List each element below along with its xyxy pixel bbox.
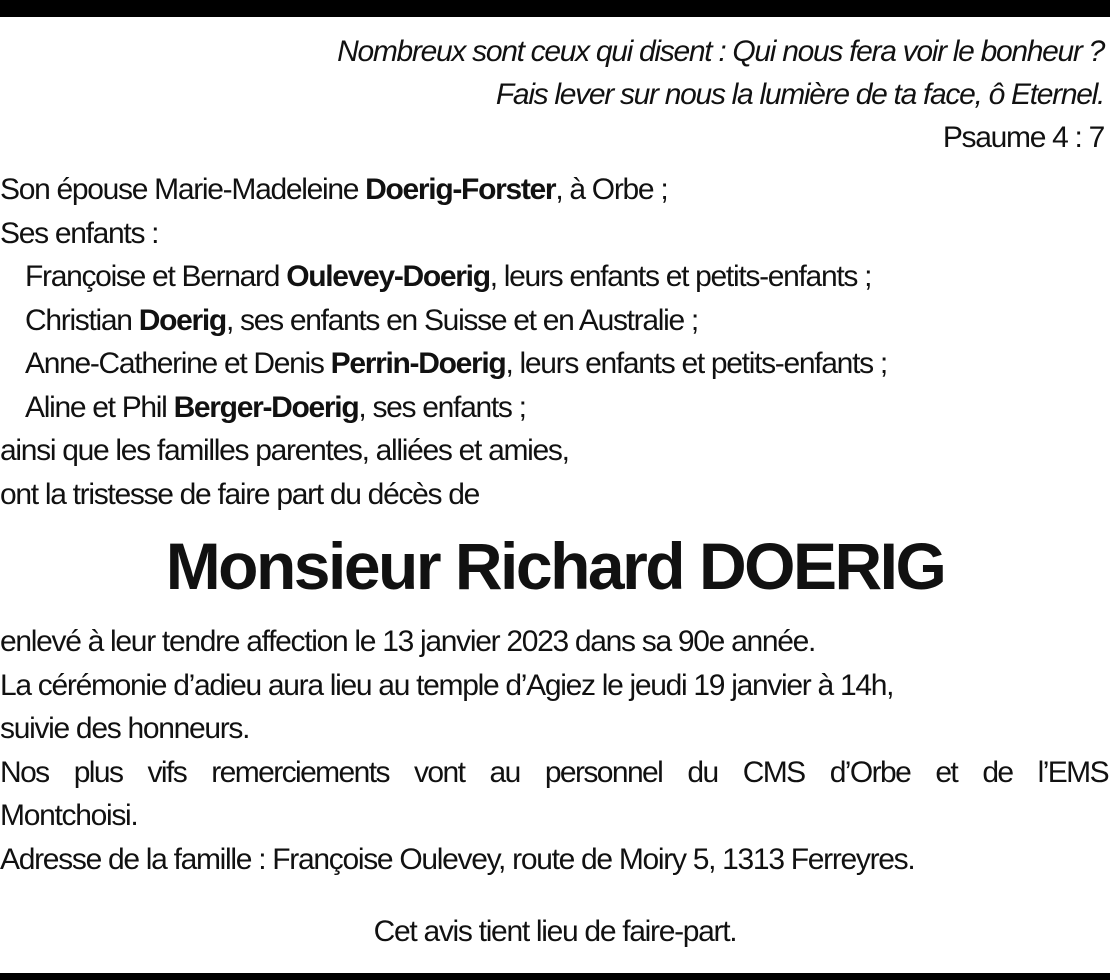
footer-note: Cet avis tient lieu de faire-part. [373, 915, 737, 948]
bible-verse [337, 30, 1104, 159]
children-intro: Ses enfants : [0, 216, 159, 250]
bottom-border-rule [0, 973, 1110, 980]
child-surname: Perrin-Doerig [330, 347, 506, 380]
obituary-details [0, 620, 1110, 881]
ceremony-line: La cérémonie d’adieu aura lieu au temple d’Agiez le jeudi 19 janvier à 14h, [0, 668, 894, 702]
verse-reference: Psaume 4 : 7 [942, 121, 1104, 154]
spouse-line: Son épouse Marie-Madeleine Doerig-Forster, à Orbe ; [0, 173, 668, 206]
child-surname: Oulevey-Doerig [286, 260, 490, 293]
verse-line-2: Fais lever sur nous la lumière de ta face, ô Eternel. [495, 78, 1104, 111]
child-line: Christian Doerig, ses enfants en Suisse et en Australie ; [25, 303, 698, 337]
thanks-line: Montchoisi. [0, 799, 138, 832]
family-list [0, 168, 887, 516]
relatives-line: ainsi que les familles parentes, alliées et amies, [0, 434, 569, 467]
ceremony-line: suivie des honneurs. [0, 712, 250, 745]
child-surname: Berger-Doerig [173, 390, 359, 424]
spouse-surname: Doerig-Forster [365, 173, 556, 206]
top-border-rule [0, 0, 1110, 17]
passing-line: enlevé à leur tendre affection le 13 janvier 2023 dans sa 90e année. [0, 625, 816, 658]
announcement-line: ont la tristesse de faire part du décès de [0, 477, 480, 511]
child-line: Françoise et Bernard Oulevey-Doerig, leurs enfants et petits-enfants ; [25, 260, 872, 293]
thanks-line: Nos plus vifs remerciements vont au personnel du CMS d’Orbe et de l’EMS [0, 755, 1108, 789]
child-line: Anne-Catherine et Denis Perrin-Doerig, leurs enfants et petits-enfants ; [25, 347, 887, 380]
child-surname: Doerig [138, 303, 226, 337]
address-line: Adresse de la famille : Françoise Oulevey, route de Moiry 5, 1313 Ferreyres. [0, 842, 915, 876]
child-line: Aline et Phil Berger-Doerig, ses enfants ; [25, 390, 526, 424]
verse-line-1: Nombreux sont ceux qui disent : Qui nous fera voir le bonheur ? [337, 35, 1104, 68]
deceased-name: Monsieur Richard DOERIG [165, 529, 945, 603]
